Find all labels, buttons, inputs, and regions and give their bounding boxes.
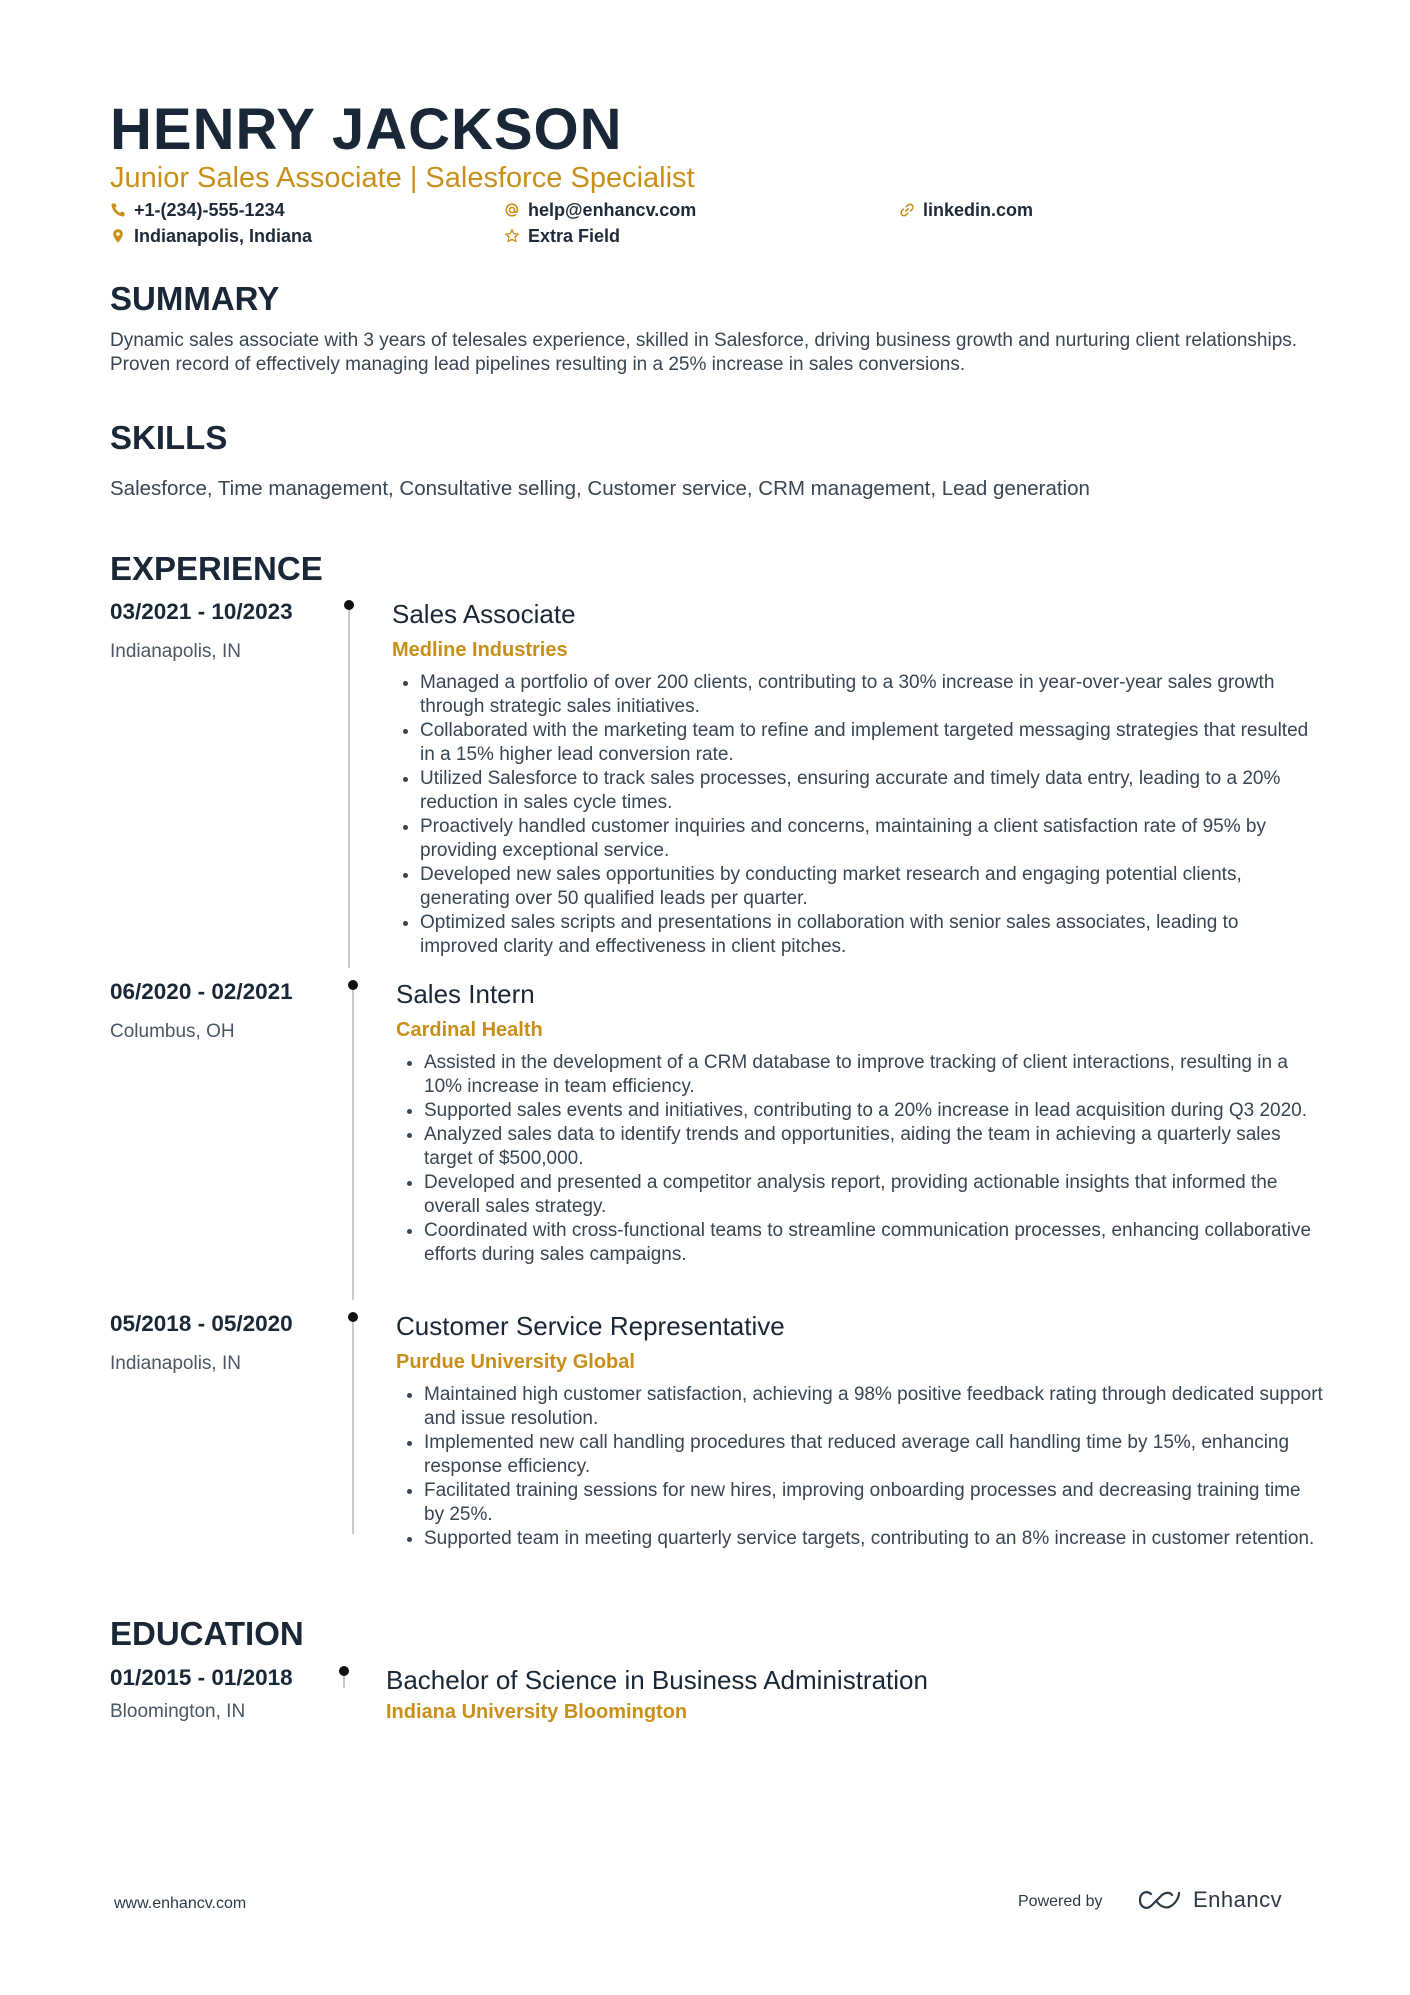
summary-heading: SUMMARY [110, 280, 280, 317]
bullet-item: • Supported sales events and initiatives, contributing to a 20% increase in lead acquisition during Q3 2020. [424, 1099, 1324, 1123]
candidate-title: Junior Sales Associate | Salesforce Specialist [110, 162, 695, 194]
education-school: Indiana University Bloomington [386, 1701, 688, 1723]
location-pin-icon [110, 228, 126, 244]
skills-text: Salesforce, Time management, Consultative selling, Customer service, CRM management, Lead generation [110, 477, 1090, 500]
job-2-location: Columbus, OH [110, 1021, 235, 1042]
contact-linkedin-text: linkedin.com [923, 200, 1034, 220]
job-2-bullets [396, 1051, 1324, 1267]
contact-location [110, 225, 312, 247]
enhancv-logo-icon [1137, 1888, 1183, 1912]
job-3-company: Purdue University Global [396, 1351, 635, 1373]
bullet-item: • Developed and presented a competitor analysis report, providing actionable insights that informed the overall sales strategy. [424, 1171, 1324, 1219]
contact-phone-text: +1-(234)-555-1234 [134, 200, 285, 220]
timeline-dot [348, 980, 358, 990]
contact-email[interactable] [504, 199, 696, 221]
timeline-line [352, 1320, 354, 1534]
job-3-role: Customer Service Representative [396, 1311, 785, 1341]
job-3-bullets [396, 1383, 1324, 1551]
link-icon [899, 202, 915, 218]
bullet-item: • Proactively handled customer inquiries and concerns, maintaining a client satisfaction rate of 95% by providing exceptional service. [420, 815, 1320, 863]
skills-heading: SKILLS [110, 419, 228, 456]
bullet-item: • Facilitated training sessions for new hires, improving onboarding processes and decreasing training time by 25%. [424, 1479, 1324, 1527]
bullet-item: • Maintained high customer satisfaction, achieving a 98% positive feedback rating through dedicated support and issue resolution. [424, 1383, 1324, 1431]
contact-email-text: help@enhancv.com [528, 200, 697, 220]
job-2-role: Sales Intern [396, 979, 535, 1009]
contact-linkedin[interactable] [899, 199, 1033, 221]
education-heading: EDUCATION [110, 1615, 304, 1652]
job-1-dates: 03/2021 - 10/2023 [110, 599, 293, 624]
footer-brand-logo[interactable] [1137, 1887, 1282, 1913]
timeline-dot [339, 1666, 349, 1676]
job-1-location: Indianapolis, IN [110, 641, 241, 662]
bullet-item: • Analyzed sales data to identify trends and opportunities, aiding the team in achieving a quarterly sales target of $500,000. [424, 1123, 1324, 1171]
summary-text: Dynamic sales associate with 3 years of telesales experience, skilled in Salesforce, driving business growth and nurturing client relationships. Proven record of effectively managing lead pipelines resulting in a 25% increase in sales conversions. [110, 330, 1298, 375]
at-icon [504, 202, 520, 218]
job-3-location: Indianapolis, IN [110, 1353, 241, 1374]
timeline-line [343, 1674, 345, 1688]
footer-brand-name: Enhancv [1193, 1887, 1283, 1912]
bullet-item: • Managed a portfolio of over 200 clients, contributing to a 30% increase in year-over-year sales growth through strategic sales initiatives. [420, 671, 1320, 719]
footer-website[interactable]: www.enhancv.com [114, 1895, 247, 1912]
phone-icon [110, 202, 126, 218]
bullet-item: • Optimized sales scripts and presentations in collaboration with senior sales associates, leading to improved clarity and effectiveness in client pitches. [420, 911, 1320, 959]
job-1-bullets [392, 671, 1320, 959]
job-1-company: Medline Industries [392, 639, 568, 661]
education-degree: Bachelor of Science in Business Administration [386, 1665, 928, 1695]
job-2-company: Cardinal Health [396, 1019, 543, 1041]
timeline-dot [348, 1312, 358, 1322]
bullet-item: • Developed new sales opportunities by conducting market research and engaging potential clients, generating over 50 qualified leads per quarter. [420, 863, 1320, 911]
bullet-item: • Assisted in the development of a CRM database to improve tracking of client interactions, resulting in a 10% increase in team efficiency. [424, 1051, 1324, 1099]
education-location: Bloomington, IN [110, 1701, 246, 1722]
star-icon [504, 228, 520, 244]
candidate-name: HENRY JACKSON [110, 97, 623, 162]
education-dates: 01/2015 - 01/2018 [110, 1665, 293, 1690]
contact-location-text: Indianapolis, Indiana [134, 226, 313, 246]
bullet-item: • Collaborated with the marketing team to refine and implement targeted messaging strategies that resulted in a 15% higher lead conversion rate. [420, 719, 1320, 767]
timeline-line [348, 608, 350, 968]
bullet-item: • Coordinated with cross-functional teams to streamline communication processes, enhancing collaborative efforts during sales campaigns. [424, 1219, 1324, 1267]
footer-powered-by: Powered by [1018, 1893, 1103, 1910]
job-1-role: Sales Associate [392, 599, 576, 629]
experience-heading: EXPERIENCE [110, 550, 323, 587]
contact-extra-field [504, 225, 620, 247]
timeline-dot [344, 600, 354, 610]
bullet-item: • Implemented new call handling procedures that reduced average call handling time by 15%, enhancing response efficiency. [424, 1431, 1324, 1479]
job-3-dates: 05/2018 - 05/2020 [110, 1311, 293, 1336]
timeline-line [352, 988, 354, 1300]
bullet-item: • Supported team in meeting quarterly service targets, contributing to an 8% increase in customer retention. [424, 1527, 1324, 1551]
contact-phone[interactable] [110, 199, 285, 221]
contact-extra-field-text: Extra Field [528, 226, 621, 246]
job-2-dates: 06/2020 - 02/2021 [110, 979, 293, 1004]
bullet-item: • Utilized Salesforce to track sales processes, ensuring accurate and timely data entry, leading to a 20% reduction in sales cycle times. [420, 767, 1320, 815]
